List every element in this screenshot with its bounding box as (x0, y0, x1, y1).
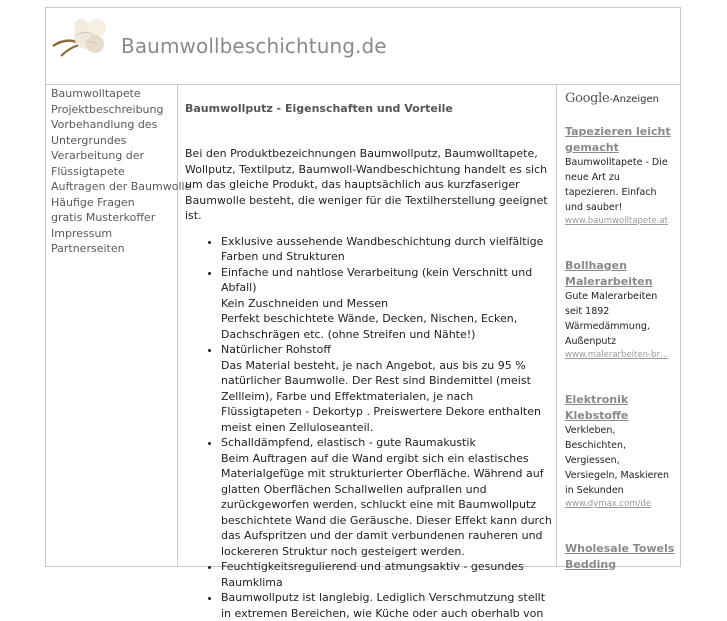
sidebar-nav (46, 85, 178, 566)
page-title: Baumwollputz - Eigenschaften und Vorteile (185, 101, 554, 116)
cotton-logo-icon[interactable] (51, 12, 113, 64)
ad-url-link[interactable]: www.baumwolltapete.at (565, 215, 675, 228)
sidebar-item-baumwolltapete[interactable]: Baumwolltapete (51, 86, 177, 102)
intro-paragraph: Bei den Produktbezeichnungen Baumwollputz, Baumwolltapete, Wollputz, Textilputz, Baumwoll-Wandbeschichtung handelt es sich um das gleiche Produkt, das hauptsächlich aus kurzfaseriger Baumwolle besteht, die weniger für die Textilherstellung geeignet ist. (185, 146, 554, 224)
sidebar-item-verarbeitung-cont[interactable]: Flüssigtapete (51, 164, 177, 180)
list-item-text: Perfekt beschichtete Wände, Decken, Nischen, Ecken, Dachschrägen etc. (ohne Streifen und Nähte!) (221, 312, 517, 341)
ads-header (565, 91, 675, 106)
ads-label[interactable]: -Anzeigen (609, 94, 659, 105)
ad-text: Gute Malerarbeiten seit 1892 Wärmedämmung, Außenputz (565, 289, 675, 349)
sidebar-item-impressum[interactable]: Impressum (51, 226, 177, 242)
ad-title-link[interactable]: Elektronik Klebstoffe (565, 392, 675, 423)
sidebar-item-faq[interactable]: Häufige Fragen (51, 195, 177, 211)
ad-text: Verkleben, Beschichten, Vergiessen, Versiegeln, Maskieren in Sekunden (565, 423, 675, 498)
ad-item (565, 392, 675, 511)
main-content (179, 85, 557, 566)
ads-column (558, 85, 680, 566)
list-item (221, 342, 554, 435)
ad-title-link[interactable]: Bollhagen Malerarbeiten (565, 258, 675, 289)
ad-item (565, 541, 675, 572)
site-title[interactable]: Baumwollbeschichtung.de (121, 34, 387, 58)
sidebar-item-musterkoffer[interactable]: gratis Musterkoffer (51, 210, 177, 226)
list-item-title: Natürlicher Rohstoff (221, 343, 331, 356)
list-item-title: Feuchtigkeitsregulierend und atmungsaktiv - gesundes Raumklima (221, 560, 524, 589)
ad-url-link[interactable]: www.malerarbeiten-br… (565, 349, 675, 362)
ad-title-link[interactable]: Wholesale Towels Bedding (565, 541, 675, 572)
list-item-text: Das Material besteht, je nach Angebot, aus bis zu 95 % natürlicher Baumwolle. Der Rest sind Bindemittel (meist Zellleim), Farbe und Effektmaterialen, je nach Flüssigtapeten - Dekortyp . Preiswertere Dekore enthalten meist einen Zelluloseanteil. (221, 359, 541, 434)
sidebar-item-vorbehandlung[interactable]: Vorbehandlung des (51, 117, 177, 133)
list-item (221, 265, 554, 343)
google-logo[interactable]: Google (565, 91, 609, 106)
ad-item (565, 258, 675, 362)
list-item (221, 590, 554, 621)
ad-url-link[interactable]: www.dymax.com/de (565, 498, 675, 511)
list-item (221, 234, 554, 265)
list-item-title: Baumwollputz ist langlebig. Lediglich Verschmutzung stellt in extremen Bereichen, wie Küche oder auch oberhalb von (221, 591, 545, 620)
feature-list (185, 234, 554, 621)
list-item-text: Beim Auftragen auf die Wand ergibt sich ein elastisches Materialgefüge mit strukturierter Oberfläche. Während auf glatten Oberflächen Schallwellen aufprallen und zurückgeworfen werden, schluckt eine mit Baumwollputz beschichtete Wand die Geräusche. Dieser Effekt kann durch das Aufspritzen und der damit verbundenen rauheren und lockereren Struktur noch gesteigert werden. (221, 452, 552, 558)
list-item-text: Kein Zuschneiden und Messen (221, 297, 388, 310)
site-header (46, 8, 680, 85)
sidebar-item-projektbeschreibung[interactable]: Projektbeschreibung (51, 102, 177, 118)
sidebar-item-verarbeitung[interactable]: Verarbeitung der (51, 148, 177, 164)
ad-title-link[interactable]: Tapezieren leicht gemacht (565, 124, 675, 155)
list-item-title: Exklusive aussehende Wandbeschichtung durch vielfältige Farben und Strukturen (221, 235, 543, 264)
sidebar-item-vorbehandlung-cont[interactable]: Untergrundes (51, 133, 177, 149)
sidebar-item-partnerseiten[interactable]: Partnerseiten (51, 241, 177, 257)
list-item-title: Schalldämpfend, elastisch - gute Raumakustik (221, 436, 476, 449)
list-item-title: Einfache und nahtlose Verarbeitung (kein Verschnitt und Abfall) (221, 266, 532, 295)
sidebar-item-auftragen[interactable]: Auftragen der Baumwolle (51, 179, 177, 195)
page-frame (45, 7, 681, 567)
ad-item (565, 124, 675, 228)
ad-text: Baumwolltapete - Die neue Art zu tapezieren. Einfach und sauber! (565, 155, 675, 215)
list-item (221, 559, 554, 590)
list-item (221, 435, 554, 559)
